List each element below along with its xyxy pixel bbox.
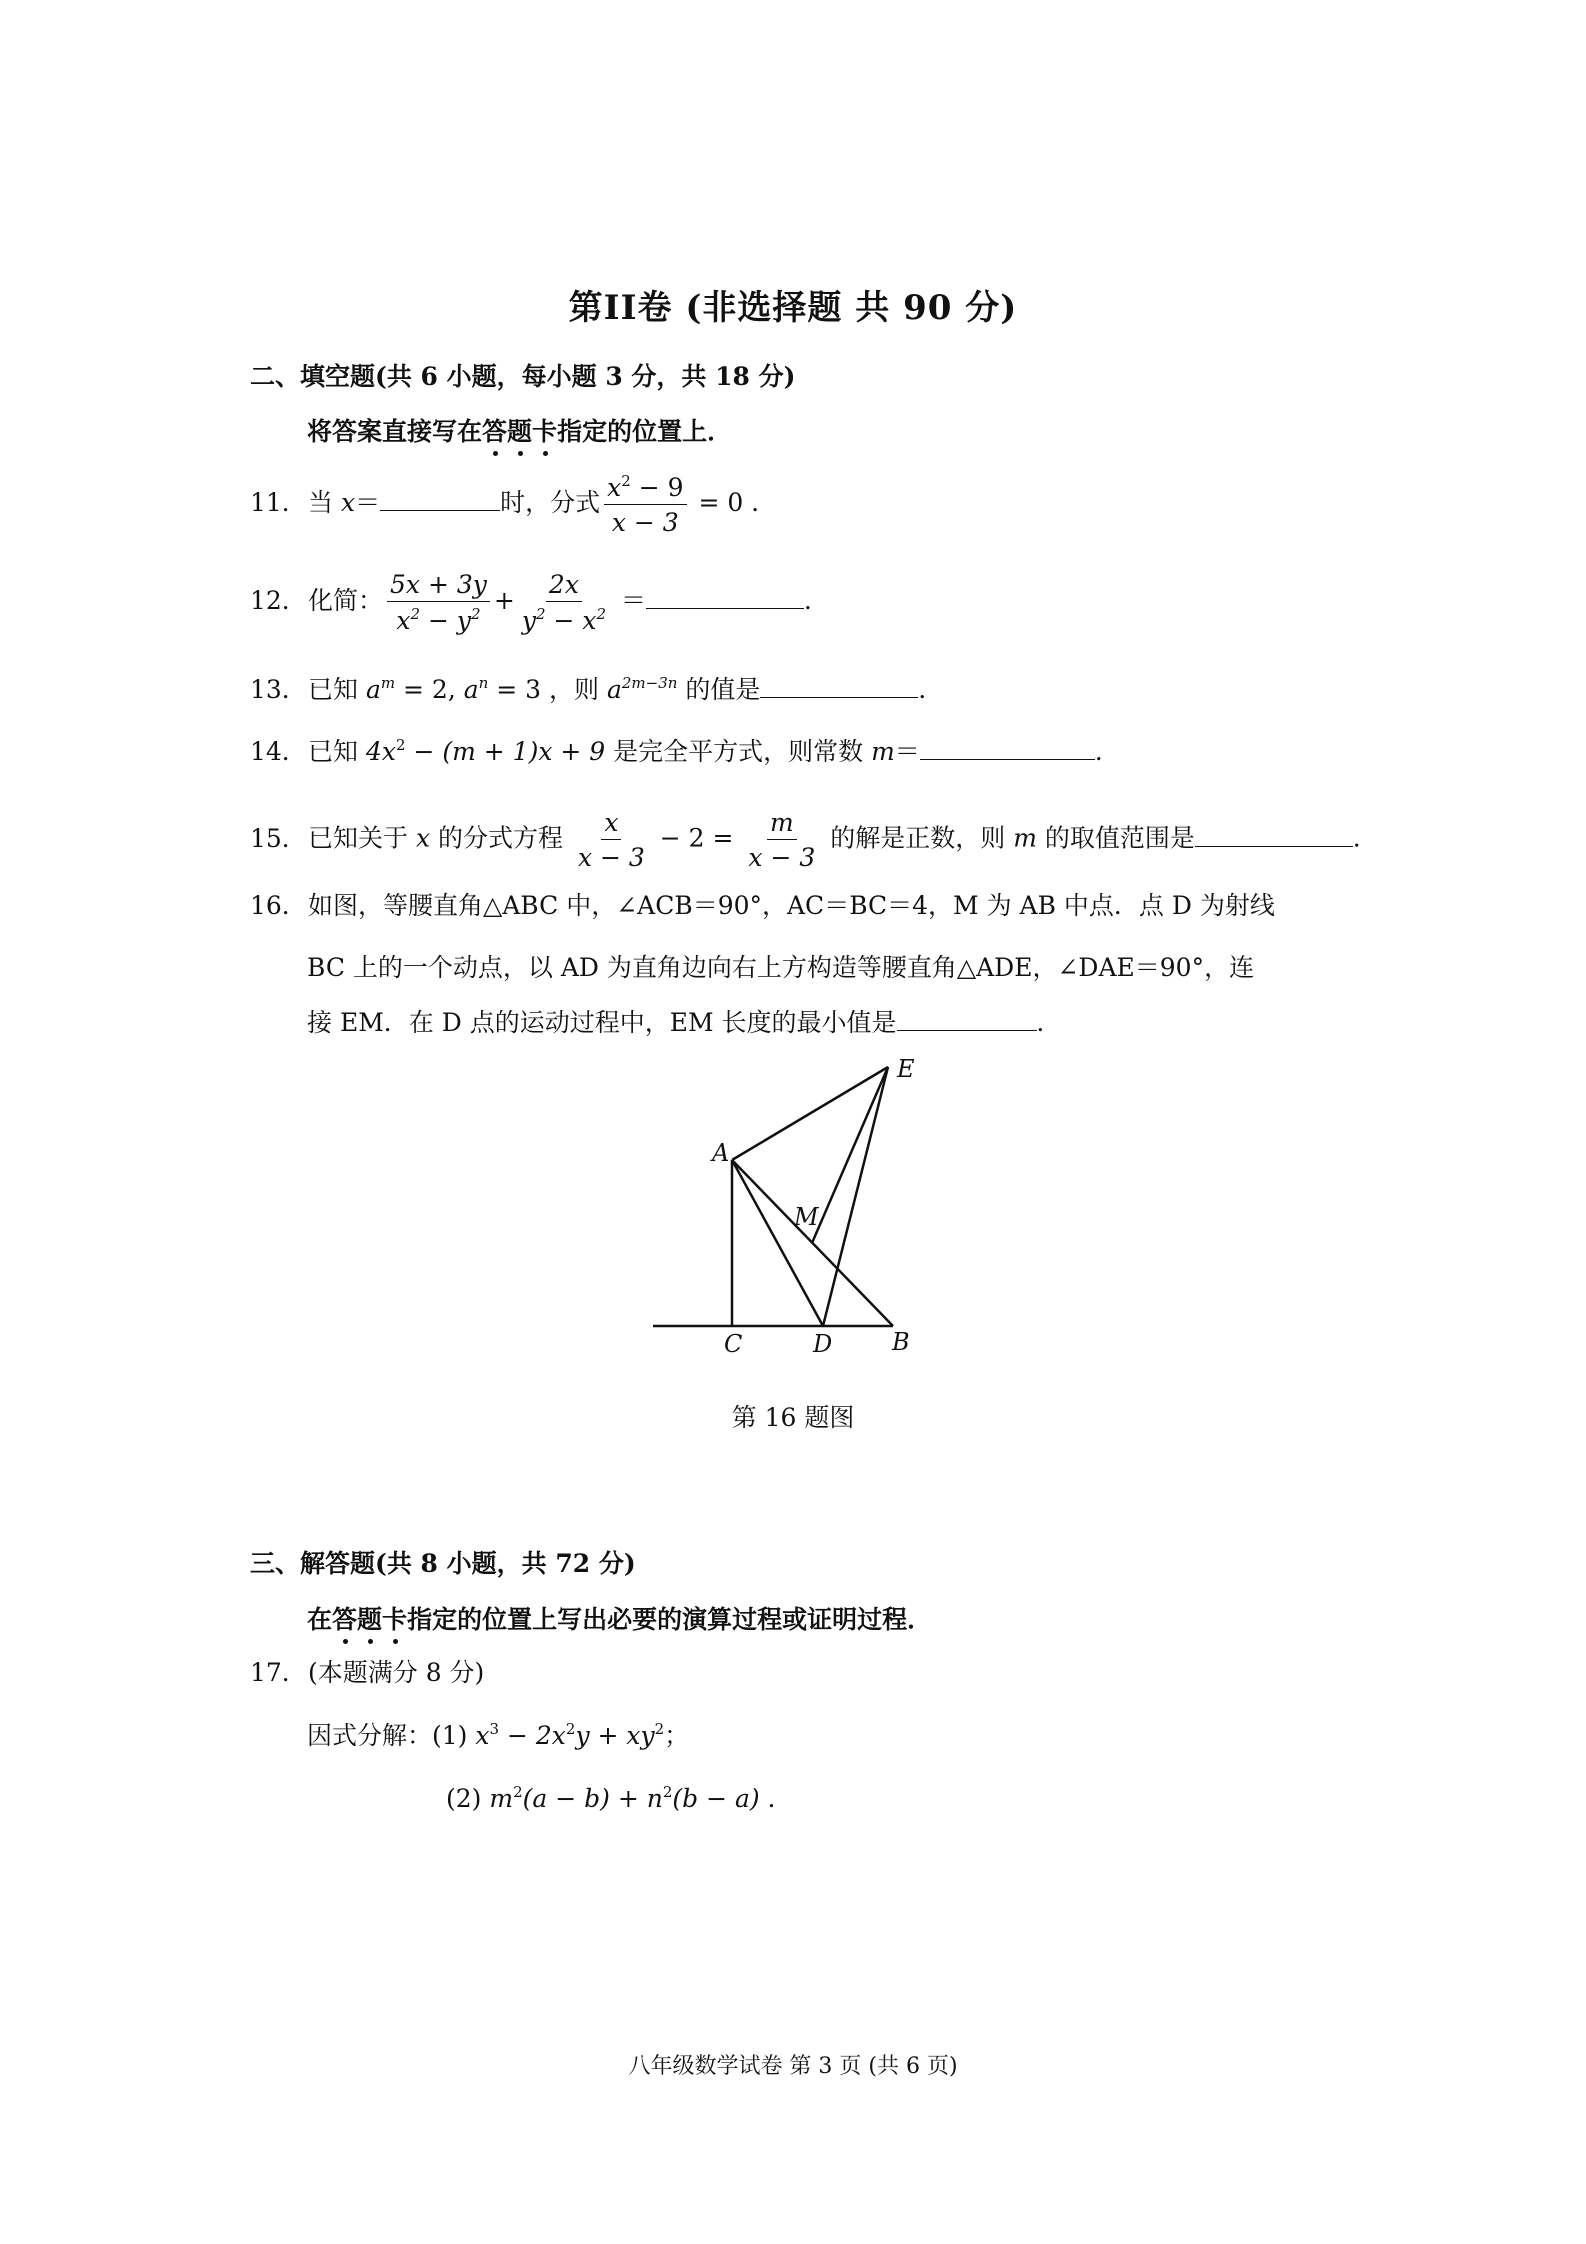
q-expr: m <box>489 1784 514 1813</box>
label-M: M <box>794 1203 819 1231</box>
q-expr: − 2x <box>499 1721 566 1750</box>
q-text: + <box>493 586 515 615</box>
q-text: (2) <box>446 1784 490 1813</box>
q-expr: y + xy <box>575 1721 655 1750</box>
q-text: 的解是正数，则 <box>822 823 1014 853</box>
q-var: m <box>871 737 895 766</box>
q-text: ＝ <box>620 586 646 615</box>
segment-AE <box>732 1067 888 1160</box>
q-var: a <box>463 675 479 704</box>
q-text: 已知 <box>308 675 366 704</box>
question-17-part-1 <box>307 1716 689 1752</box>
question-12 <box>250 572 829 633</box>
q-text: = 2, <box>395 675 464 704</box>
exponent: m <box>380 674 396 692</box>
frac-num: x <box>607 473 622 502</box>
q-text: 因式分解：(1) <box>307 1721 476 1750</box>
instruction-text: 将答案直接写在 <box>307 417 483 446</box>
frac-den: x <box>396 606 411 635</box>
question-15 <box>250 810 1378 870</box>
instruction-text: 指定的位置上写出必要的演算过程或证明过程． <box>407 1605 933 1634</box>
question-number: 15． <box>250 823 307 853</box>
q-text: ＝ <box>355 488 381 517</box>
answer-blank[interactable] <box>760 675 918 698</box>
frac-den: − y <box>420 606 471 635</box>
exponent: 2m−3n <box>621 674 678 692</box>
page-footer: 八年级数学试卷 第 3 页 (共 6 页) <box>628 2054 958 2079</box>
q-var: a <box>365 675 381 704</box>
question-16-line-2: BC 上的一个动点，以 AD 为直角边向右上方构造等腰直角△ADE，∠DAE＝90°，连 <box>307 953 1255 982</box>
emphasis-char: 卡 <box>532 417 558 446</box>
q-text: 的取值范围是 <box>1036 823 1195 853</box>
fraction: $\frac{2x}{y^2 - x^2}$ <box>521 570 607 635</box>
exponent: 2 <box>621 472 631 490</box>
label-A: A <box>712 1139 730 1167</box>
emphasis-char: 答 <box>482 417 508 446</box>
figure-caption: 第 16 题图 <box>731 1403 855 1432</box>
page-title: 第II卷 (非选择题 共 90 分) <box>568 288 1018 328</box>
fraction: $\frac{5x + 3y}{x^2 - y^2}$ <box>387 572 490 633</box>
frac-den: x − 3 <box>748 843 816 872</box>
frac-den: − x <box>545 606 597 635</box>
fraction <box>575 810 648 870</box>
frac-num: 5x + 3y <box>387 572 490 602</box>
frac-num: x <box>601 810 621 840</box>
q-text: ＝ <box>894 737 920 766</box>
q-var: m <box>1013 823 1037 853</box>
q-text: 接 EM．在 D 点的运动过程中，EM 长度的最小值是 <box>307 1008 897 1037</box>
frac-den: x − 3 <box>577 843 645 872</box>
q-text: 化简： <box>308 586 384 615</box>
frac-den: y <box>521 606 536 635</box>
question-number: 17． <box>250 1658 307 1687</box>
question-number: 13． <box>250 675 307 704</box>
frac-num: m <box>767 810 797 840</box>
q-text: ． <box>803 586 829 615</box>
exponent: 2 <box>565 1720 576 1738</box>
question-11 <box>250 474 776 535</box>
q-expr: (b − a) <box>672 1784 760 1813</box>
fraction <box>745 810 818 870</box>
question-score: (本题满分 8 分) <box>308 1658 485 1687</box>
exponent: n <box>478 674 489 692</box>
exponent: 2 <box>513 1783 523 1801</box>
answer-blank[interactable] <box>1195 824 1353 847</box>
exponent: 3 <box>489 1720 500 1738</box>
frac-num: − 9 <box>630 473 684 502</box>
q-text: = 0 ． <box>690 488 777 517</box>
q-text: 已知关于 <box>308 823 416 853</box>
question-14: 14．已知 $4x^2 - (m + 1)x + 9$ 是完全平方式，则常数 m＝ ． <box>250 736 1120 766</box>
emphasis-char: 答 <box>332 1605 358 1634</box>
fraction <box>604 474 686 535</box>
question-number: 11． <box>250 488 307 517</box>
q-text: ； <box>664 1721 690 1750</box>
q-text: ． <box>1036 1008 1062 1037</box>
section3-heading: 三、解答题(共 8 小题，共 72 分) <box>250 1549 636 1578</box>
q-text: 的分式方程 <box>430 823 571 853</box>
q-text: ． <box>1094 737 1120 766</box>
section3-instruction <box>307 1600 932 1636</box>
q-expr: 4x <box>365 737 396 766</box>
q-text: ． <box>1352 823 1378 853</box>
question-16-line-3 <box>307 1003 1062 1039</box>
label-D: D <box>813 1330 833 1358</box>
q-text: 时，分式 <box>500 488 601 517</box>
question-number: 16． <box>250 891 307 920</box>
section2-instruction <box>307 412 732 448</box>
q-expr: (a − b) + n <box>522 1784 663 1813</box>
q-text: = 3 ，则 <box>488 675 607 704</box>
q-var: x <box>340 488 356 517</box>
emphasis-char: 题 <box>507 417 533 446</box>
q-text: 已知 <box>308 737 366 766</box>
q-text: ． <box>759 1784 793 1813</box>
question-16 <box>250 893 1275 918</box>
question-17-part-2 <box>446 1779 793 1815</box>
q-text: − 2 = <box>651 823 742 853</box>
exponent: 2 <box>662 1783 673 1801</box>
q-expr: x <box>475 1721 490 1750</box>
q-text: 是完全平方式，则常数 <box>605 737 872 766</box>
q-var: a <box>606 675 622 704</box>
emphasis-char: 卡 <box>382 1605 408 1634</box>
emphasis-char: 题 <box>357 1605 383 1634</box>
label-B: B <box>892 1328 910 1356</box>
segment-AD <box>732 1160 823 1326</box>
geometry-figure <box>640 1050 960 1370</box>
frac-num: 2x <box>546 572 582 602</box>
question-17 <box>250 1660 484 1685</box>
answer-blank[interactable] <box>646 586 804 609</box>
label-E: E <box>897 1055 915 1083</box>
exponent: 2 <box>654 1720 665 1738</box>
question-13 <box>250 675 943 702</box>
instruction-text: 在 <box>307 1605 333 1634</box>
instruction-text: 指定的位置上． <box>557 417 733 446</box>
q-expr: − (m + 1)x + 9 <box>405 737 606 766</box>
question-number: 12． <box>250 586 307 615</box>
q-text: 的值是 <box>677 675 761 704</box>
q-text: ． <box>918 675 944 704</box>
question-number: 14． <box>250 737 307 766</box>
section2-heading: 二、填空题(共 6 小题，每小题 3 分，共 18 分) <box>250 362 796 391</box>
q-var: x <box>415 823 431 853</box>
q-text: 当 <box>308 488 341 517</box>
answer-blank[interactable] <box>920 737 1095 760</box>
frac-den: x − 3 <box>611 508 679 537</box>
answer-blank[interactable] <box>897 1008 1037 1031</box>
label-C: C <box>724 1330 743 1358</box>
answer-blank[interactable] <box>380 488 500 511</box>
q-text: 如图，等腰直角△ABC 中，∠ACB＝90°，AC＝BC＝4，M 为 AB 中点．点 D 为射线 <box>308 891 1275 920</box>
